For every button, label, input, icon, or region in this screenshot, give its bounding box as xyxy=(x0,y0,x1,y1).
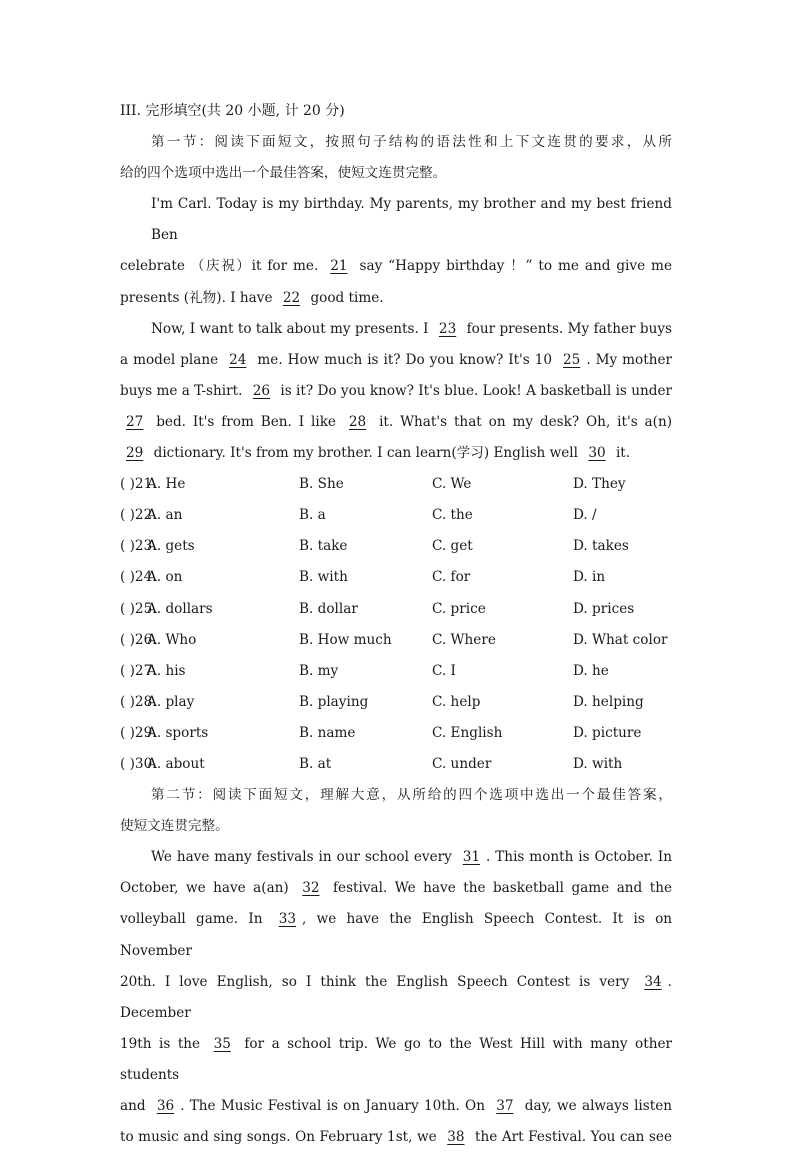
part2-instruction-line2: 使短文连贯完整。 xyxy=(120,818,229,835)
blank-36[interactable]: 36 xyxy=(156,1098,175,1114)
section-title: III. 完形填空(共 20 小题, 计 20 分) xyxy=(120,103,345,119)
blank-23[interactable]: 23 xyxy=(438,320,457,337)
passage2-line: and 36 . The Music Festival is on January 10th. On 37 day, we always listen xyxy=(120,1091,672,1122)
question-row xyxy=(120,749,672,780)
passage1-line: presents (礼物). I have 22 good time. xyxy=(120,283,672,314)
blank-33[interactable]: 33 xyxy=(278,911,297,928)
option-b[interactable]: B. She xyxy=(299,476,344,493)
blank-27[interactable]: 27 xyxy=(126,413,144,430)
option-c[interactable]: C. Where xyxy=(432,631,496,648)
option-a[interactable]: A. sports xyxy=(147,724,209,741)
option-d[interactable]: D. he xyxy=(573,662,609,679)
option-d[interactable]: D. They xyxy=(573,476,626,493)
question-number[interactable]: ( )24. xyxy=(120,569,157,586)
option-d[interactable]: D. / xyxy=(573,507,597,524)
option-b[interactable]: B. my xyxy=(299,662,339,679)
blank-29[interactable]: 29 xyxy=(126,445,144,462)
option-a[interactable]: A. an xyxy=(147,507,183,524)
part1-instruction-line1: 第一节：阅读下面短文，按照句子结构的语法性和上下文连贯的要求，从所 xyxy=(151,134,672,151)
blank-38[interactable]: 38 xyxy=(447,1129,465,1146)
passage1-line: celebrate （庆祝）it for me. 21 say “Happy birthday ！” to me and give me xyxy=(120,251,672,282)
passage1-line: 27 bed. It's from Ben. I like 28 it. What's that on my desk? Oh, it's a(n) xyxy=(120,407,672,438)
option-b[interactable]: B. a xyxy=(299,507,326,524)
option-b[interactable]: B. with xyxy=(299,569,348,586)
passage2-line: to music and sing songs. On February 1st, we 38 the Art Festival. You can see xyxy=(120,1122,672,1153)
blank-24[interactable]: 24 xyxy=(229,351,247,368)
option-d[interactable]: D. helping xyxy=(573,693,644,710)
question-number[interactable]: ( )30. xyxy=(120,755,157,772)
blank-28[interactable]: 28 xyxy=(348,413,367,430)
option-a[interactable]: A. He xyxy=(147,476,186,493)
option-a[interactable]: A. dollars xyxy=(147,600,213,617)
passage2-line: October, we have a(an) 32 festival. We have the basketball game and the xyxy=(120,873,672,904)
passage1-line: I'm Carl. Today is my birthday. My parents, my brother and my best friend Ben xyxy=(151,196,672,244)
option-b[interactable]: B. name xyxy=(299,724,356,741)
blank-35[interactable]: 35 xyxy=(213,1035,231,1052)
option-b[interactable]: B. playing xyxy=(299,693,369,710)
option-d[interactable]: D. takes xyxy=(573,538,629,555)
option-d[interactable]: D. picture xyxy=(573,724,642,741)
passage1-line: a model plane 24 me. How much is it? Do you know? It's 10 25 . My mother xyxy=(120,345,672,376)
blank-32[interactable]: 32 xyxy=(302,880,320,897)
question-row xyxy=(120,500,672,531)
option-b[interactable]: B. take xyxy=(299,538,348,555)
question-number[interactable]: ( )29. xyxy=(120,724,157,741)
option-a[interactable]: A. his xyxy=(147,662,186,679)
question-number[interactable]: ( )28. xyxy=(120,693,157,710)
option-c[interactable]: C. I xyxy=(432,662,456,679)
option-d[interactable]: D. in xyxy=(573,569,606,586)
question-row xyxy=(120,656,672,687)
option-b[interactable]: B. dollar xyxy=(299,600,358,617)
passage1-line: 29 dictionary. It's from my brother. I can learn(学习) English well 30 it. xyxy=(120,438,672,469)
blank-21[interactable]: 21 xyxy=(330,258,348,275)
blank-22[interactable]: 22 xyxy=(282,289,301,306)
question-number[interactable]: ( )26. xyxy=(120,631,157,648)
worksheet-page xyxy=(120,96,672,1153)
blank-37[interactable]: 37 xyxy=(496,1098,514,1114)
question-row xyxy=(120,594,672,625)
blank-34[interactable]: 34 xyxy=(644,973,662,990)
question-row xyxy=(120,687,672,718)
question-row xyxy=(120,718,672,749)
option-c[interactable]: C. the xyxy=(432,507,473,524)
passage1-line: Now, I want to talk about my presents. I 23 four presents. My father buys xyxy=(120,314,672,345)
option-d[interactable]: D. What color xyxy=(573,631,668,648)
blank-26[interactable]: 26 xyxy=(252,382,271,399)
question-row xyxy=(120,469,672,500)
question-row xyxy=(120,625,672,656)
question-number[interactable]: ( )22. xyxy=(120,507,157,524)
passage2-line: volleyball game. In 33 , we have the English Speech Contest. It is on November xyxy=(120,904,672,966)
option-a[interactable]: A. play xyxy=(147,693,195,710)
question-row xyxy=(120,562,672,593)
part1-instruction-line2: 给的四个选项中选出一个最佳答案，使短文连贯完整。 xyxy=(120,165,447,182)
option-c[interactable]: C. price xyxy=(432,600,486,617)
blank-25[interactable]: 25 xyxy=(563,351,581,368)
option-c[interactable]: C. help xyxy=(432,693,481,710)
option-c[interactable]: C. English xyxy=(432,724,503,741)
option-a[interactable]: A. Who xyxy=(147,631,197,648)
option-d[interactable]: D. prices xyxy=(573,600,635,617)
question-list xyxy=(120,469,672,780)
option-c[interactable]: C. for xyxy=(432,569,471,586)
option-b[interactable]: B. at xyxy=(299,755,332,772)
option-a[interactable]: A. on xyxy=(147,569,183,586)
question-number[interactable]: ( )25. xyxy=(120,600,157,617)
passage1-line: buys me a T-shirt. 26 is it? Do you know? It's blue. Look! A basketball is under xyxy=(120,376,672,407)
question-number[interactable]: ( )27. xyxy=(120,662,157,679)
passage2-line: 20th. I love English, so I think the English Speech Contest is very 34 . December xyxy=(120,967,672,1029)
option-a[interactable]: A. gets xyxy=(147,538,195,555)
question-number[interactable]: ( )21. xyxy=(120,476,157,493)
part2-instruction-line1: 第二节：阅读下面短文，理解大意，从所给的四个选项中选出一个最佳答案， xyxy=(151,787,672,804)
option-c[interactable]: C. get xyxy=(432,538,473,555)
option-b[interactable]: B. How much xyxy=(299,631,392,648)
question-row xyxy=(120,531,672,562)
option-c[interactable]: C. under xyxy=(432,755,492,772)
passage2-line: 19th is the 35 for a school trip. We go to the West Hill with many other students xyxy=(120,1029,672,1091)
option-a[interactable]: A. about xyxy=(147,755,205,772)
passage2-line: We have many festivals in our school every 31 . This month is October. In xyxy=(120,842,672,873)
blank-30[interactable]: 30 xyxy=(588,445,606,462)
blank-31[interactable]: 31 xyxy=(462,849,481,866)
option-c[interactable]: C. We xyxy=(432,476,472,493)
option-d[interactable]: D. with xyxy=(573,755,623,772)
question-number[interactable]: ( )23. xyxy=(120,538,157,555)
